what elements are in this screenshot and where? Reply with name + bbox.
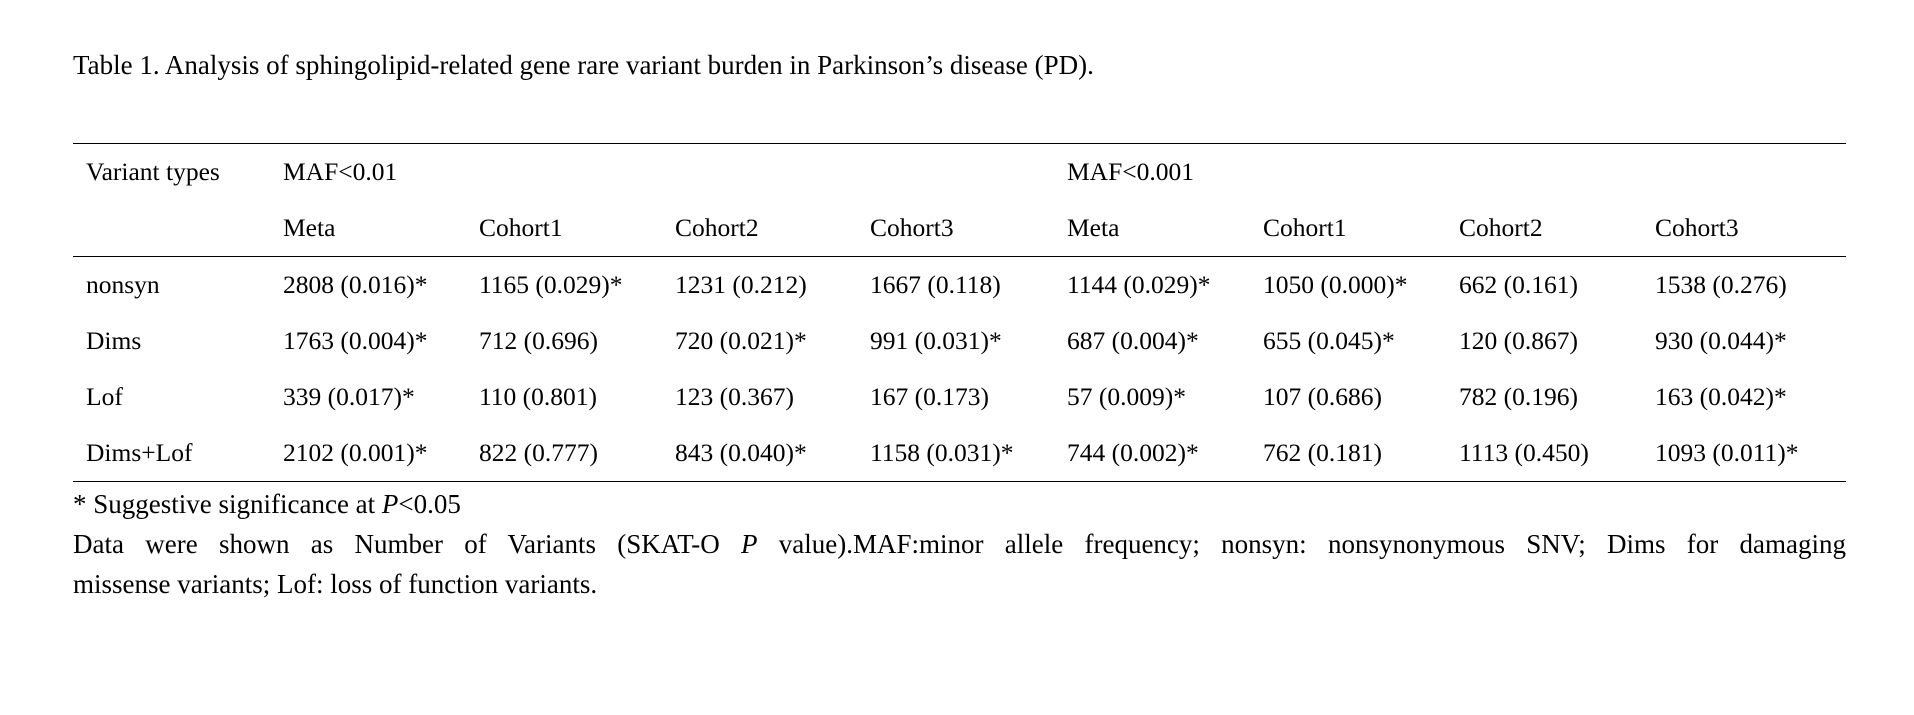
table-cell: 1231 (0.212) [675,270,807,299]
table-cell: 655 (0.045)* [1263,326,1395,355]
row-label: nonsyn [86,270,160,299]
header-cohort: Cohort1 [1263,213,1347,242]
table-cell: 1538 (0.276) [1655,270,1787,299]
table-cell: 687 (0.004)* [1067,326,1199,355]
table-cell: 57 (0.009)* [1067,382,1186,411]
data-note [73,524,1846,604]
header-cohort: Cohort3 [1655,213,1739,242]
table-cell: 1093 (0.011)* [1655,438,1799,467]
table-cell: 107 (0.686) [1263,382,1382,411]
table-cell: 123 (0.367) [675,382,794,411]
significance-threshold: <0.05 [398,489,461,519]
row-label: Dims [86,326,142,355]
table-cell: 991 (0.031)* [870,326,1002,355]
header-group-maf-001: MAF<0.01 [283,157,398,186]
table-cell: 662 (0.161) [1459,270,1578,299]
header-cohort: Cohort2 [1459,213,1543,242]
significance-prefix: * Suggestive significance at [73,489,382,519]
table-cell: 744 (0.002)* [1067,438,1199,467]
data-note-line2: missense variants; Lof: loss of function variants. [73,569,598,599]
table-notes [73,484,1846,604]
significance-note [73,484,1846,524]
table-cell: 930 (0.044)* [1655,326,1787,355]
table-cell: 1113 (0.450) [1459,438,1589,467]
table-row [73,257,1846,313]
table-cell: 712 (0.696) [479,326,598,355]
table-cell: 822 (0.777) [479,438,598,467]
table-cell: 1158 (0.031)* [870,438,1014,467]
table-cell: 120 (0.867) [1459,326,1578,355]
table-row [73,369,1846,425]
table-cell: 720 (0.021)* [675,326,807,355]
table-cell: 1050 (0.000)* [1263,270,1408,299]
row-label: Dims+Lof [86,438,193,467]
data-table [73,143,1846,482]
table-cell: 782 (0.196) [1459,382,1578,411]
data-note-p-symbol: P [741,529,758,559]
table-cell: 762 (0.181) [1263,438,1382,467]
table-cell: 167 (0.173) [870,382,989,411]
table-cell: 1667 (0.118) [870,270,1001,299]
table-cell: 163 (0.042)* [1655,382,1787,411]
row-label: Lof [86,382,123,411]
table-cell: 1144 (0.029)* [1067,270,1211,299]
table-cell: 339 (0.017)* [283,382,415,411]
table-cell: 2102 (0.001)* [283,438,428,467]
data-note-line1-suffix: value).MAF:minor allele frequency; nonsyn: nonsynonymous SNV; Dims for damaging [757,529,1846,559]
data-note-line1 [73,524,1846,564]
header-cohort: Meta [1067,213,1120,242]
header-row-groups [73,144,1846,200]
header-cohort: Cohort1 [479,213,563,242]
header-row-cohorts [73,200,1846,256]
table-cell: 1165 (0.029)* [479,270,623,299]
table-cell: 1763 (0.004)* [283,326,428,355]
table-row [73,425,1846,481]
table-cell: 110 (0.801) [479,382,598,411]
header-cohort: Meta [283,213,336,242]
header-cohort: Cohort3 [870,213,954,242]
table-body [73,257,1846,481]
table-row [73,313,1846,369]
table-cell: 843 (0.040)* [675,438,807,467]
table-bottom-rule [73,481,1846,482]
table-caption: Table 1. Analysis of sphingolipid-related gene rare variant burden in Parkinson’s disease (PD). [73,50,1094,80]
header-group-maf-0001: MAF<0.001 [1067,157,1195,186]
significance-p-symbol: P [381,489,399,519]
table-cell: 2808 (0.016)* [283,270,428,299]
header-cohort: Cohort2 [675,213,759,242]
data-note-prefix: Data were shown as Number of Variants (SKAT-O [73,529,741,559]
header-variant-types: Variant types [86,157,220,186]
